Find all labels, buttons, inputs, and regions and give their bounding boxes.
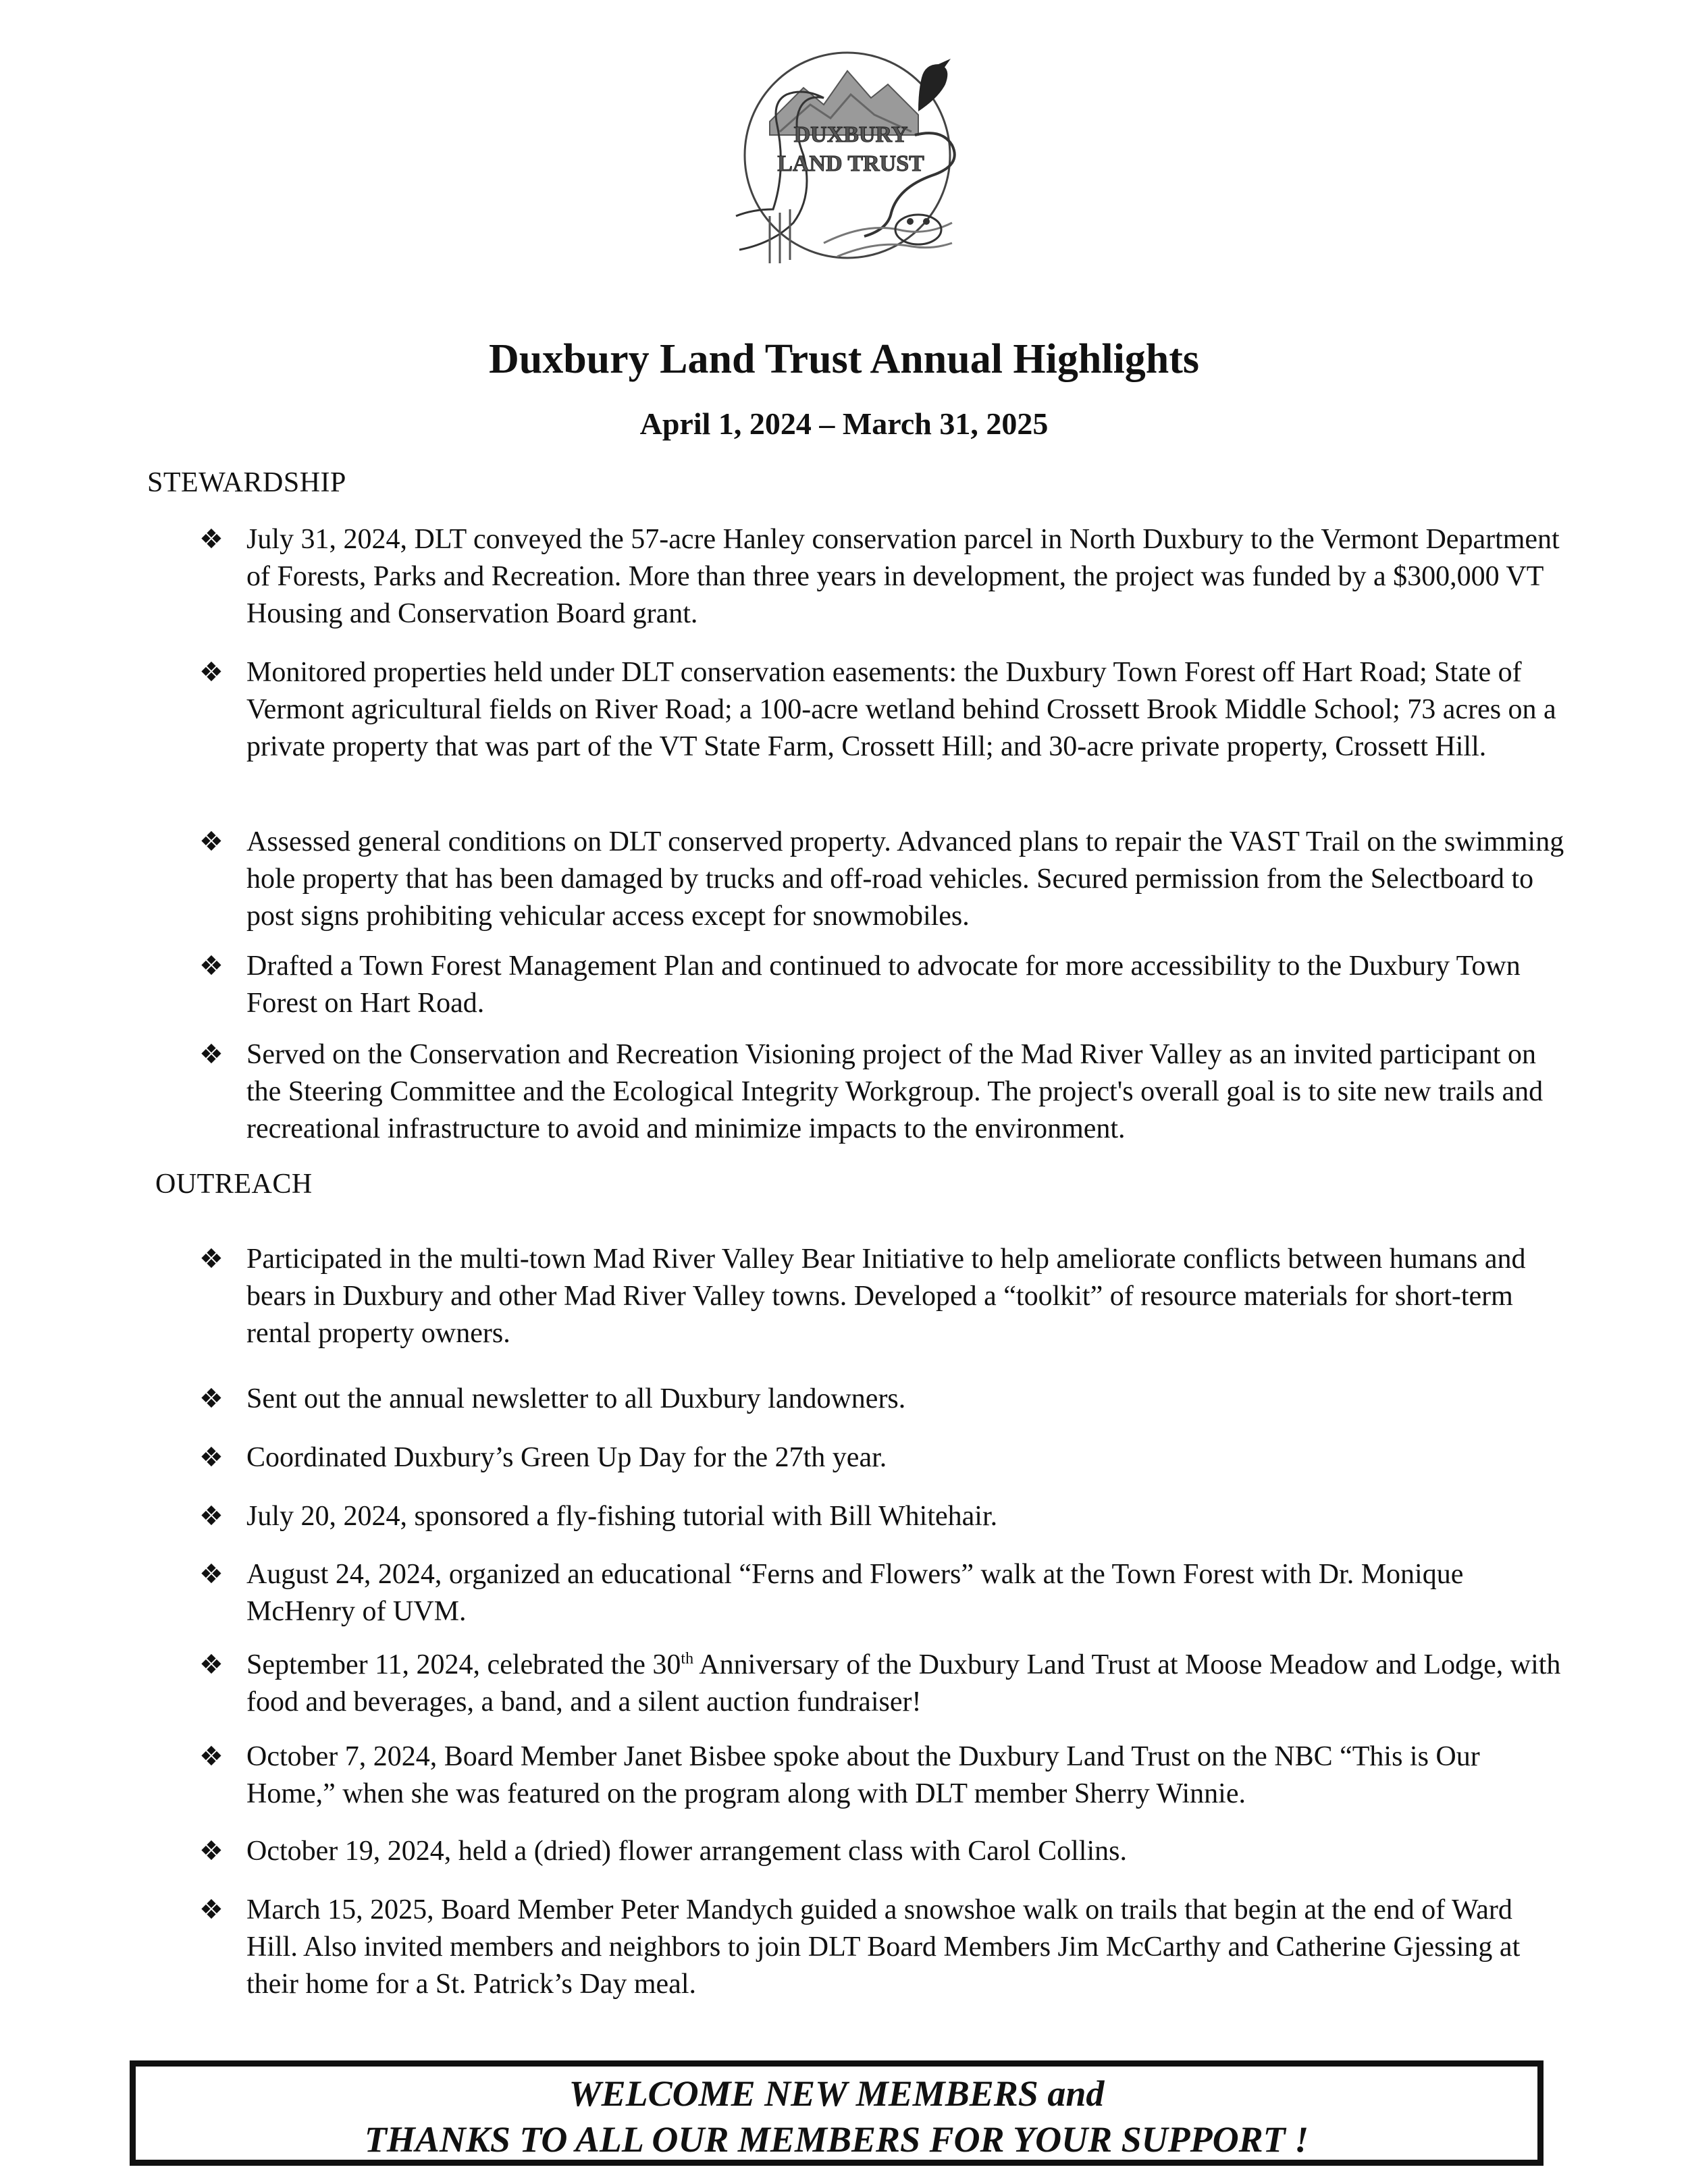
bullet-icon: ❖ xyxy=(199,1039,223,1070)
date-range: April 1, 2024 – March 31, 2025 xyxy=(639,406,1049,441)
banner-line-1: WELCOME NEW MEMBERS and xyxy=(569,2073,1105,2114)
bullet-icon: ❖ xyxy=(199,1442,223,1473)
list-item xyxy=(199,1381,1570,1418)
list-item-text: Coordinated Duxbury’s Green Up Day for the 27th year. xyxy=(246,1442,887,1473)
bullet-icon: ❖ xyxy=(199,1383,223,1414)
list-item xyxy=(199,1647,1570,1721)
list-item xyxy=(199,1892,1570,2003)
bullet-icon: ❖ xyxy=(199,1836,223,1867)
list-item-text: Participated in the multi-town Mad River Valley Bear Initiative to help ameliorate conflicts between humans and bears in Duxbury and other Mad River Valley towns. Developed a “toolkit” of resource materials for short-term rental property owners. xyxy=(246,1244,1526,1349)
ordinal-suffix: th xyxy=(681,1650,694,1668)
bullet-icon: ❖ xyxy=(199,1244,223,1275)
list-item xyxy=(199,521,1570,633)
list-item xyxy=(199,1439,1570,1476)
bullet-icon: ❖ xyxy=(199,1741,223,1772)
list-item-text: March 15, 2025, Board Member Peter Mandych guided a snowshoe walk on trails that begin at the end of Ward Hill. Also invited members and neighbors to join DLT Board Members Jim McCarthy and Catherine Gjessing at their home for a St. Patrick’s Day meal. xyxy=(246,1894,1521,2000)
list-item xyxy=(199,654,1570,766)
page-title: Duxbury Land Trust Annual Highlights xyxy=(488,336,1200,382)
banner-line-2: THANKS TO ALL OUR MEMBERS FOR YOUR SUPPORT ! xyxy=(364,2119,1309,2160)
list-item xyxy=(199,1833,1570,1870)
list-item-text xyxy=(246,1647,1570,1721)
bullet-icon: ❖ xyxy=(199,951,223,982)
logo-heron-raven-frog-icon xyxy=(716,41,979,270)
list-item-text: October 19, 2024, held a (dried) flower arrangement class with Carol Collins. xyxy=(246,1836,1127,1867)
logo-line-1: DUXBURY xyxy=(793,122,908,147)
list-item-text: Monitored properties held under DLT conservation easements: the Duxbury Town Forest off Hart Road; State of Vermont agricultural fields on River Road; a 100-acre wetland behind Crossett Brook Middle School; 73 acres on a private property that was part of the VT State Farm, Crossett Hill; and 30-acre private property, Crossett Hill. xyxy=(246,657,1556,762)
list-item-text: Drafted a Town Forest Management Plan and continued to advocate for more accessibility to the Duxbury Town Forest on Hart Road. xyxy=(246,951,1521,1019)
bullet-icon: ❖ xyxy=(199,524,223,555)
list-item-text: October 7, 2024, Board Member Janet Bisbee spoke about the Duxbury Land Trust on the NBC “This is Our Home,” when she was featured on the program along with DLT member Sherry Winnie. xyxy=(246,1741,1480,1809)
list-item-text: July 20, 2024, sponsored a fly-fishing tutorial with Bill Whitehair. xyxy=(246,1501,998,1532)
list-item xyxy=(199,824,1570,935)
list-item xyxy=(199,1036,1570,1148)
bullet-icon: ❖ xyxy=(199,1501,223,1532)
list-item xyxy=(199,1241,1570,1352)
stewardship-heading: STEWARDSHIP xyxy=(147,467,346,498)
list-item-text: Served on the Conservation and Recreation Visioning project of the Mad River Valley as an invited participant on the Steering Committee and the Ecological Integrity Workgroup. The project's overall goal is to site new trails and recreational infrastructure to avoid and minimize impacts to the environment. xyxy=(246,1039,1544,1144)
list-item xyxy=(199,1738,1570,1813)
list-item xyxy=(199,1498,1570,1535)
list-item-text: August 24, 2024, organized an educational “Ferns and Flowers” walk at the Town Forest with Dr. Monique McHenry of UVM. xyxy=(246,1559,1464,1627)
anniversary-text-start: September 11, 2024, celebrated the 30 xyxy=(246,1649,681,1680)
bullet-icon: ❖ xyxy=(199,826,223,857)
logo-line-2: LAND TRUST xyxy=(777,151,924,176)
duxbury-land-trust-logo xyxy=(716,41,979,270)
bullet-icon: ❖ xyxy=(199,1559,223,1590)
list-item-text: July 31, 2024, DLT conveyed the 57-acre Hanley conservation parcel in North Duxbury to the Vermont Department of Forests, Parks and Recreation. More than three years in development, the project was funded by a $300,000 VT Housing and Conservation Board grant. xyxy=(246,524,1560,629)
anniversary-text-end: Anniversary of the Duxbury Land Trust at Moose Meadow and Lodge, with food and beverages, a band, and a silent auction fundraiser! xyxy=(246,1649,1561,1717)
list-item xyxy=(199,1556,1570,1630)
bullet-icon: ❖ xyxy=(199,1649,223,1680)
bullet-icon: ❖ xyxy=(199,1894,223,1925)
list-item-text: Assessed general conditions on DLT conserved property. Advanced plans to repair the VAST Trail on the swimming hole property that has been damaged by trucks and off-road vehicles. Secured permission from the Selectboard to post signs prohibiting vehicular access except for snowmobiles. xyxy=(246,826,1564,932)
membership-banner xyxy=(130,2060,1544,2166)
bullet-icon: ❖ xyxy=(199,657,223,688)
list-item xyxy=(199,948,1570,1022)
list-item-text: Sent out the annual newsletter to all Duxbury landowners. xyxy=(246,1383,906,1414)
outreach-heading: OUTREACH xyxy=(155,1169,313,1200)
